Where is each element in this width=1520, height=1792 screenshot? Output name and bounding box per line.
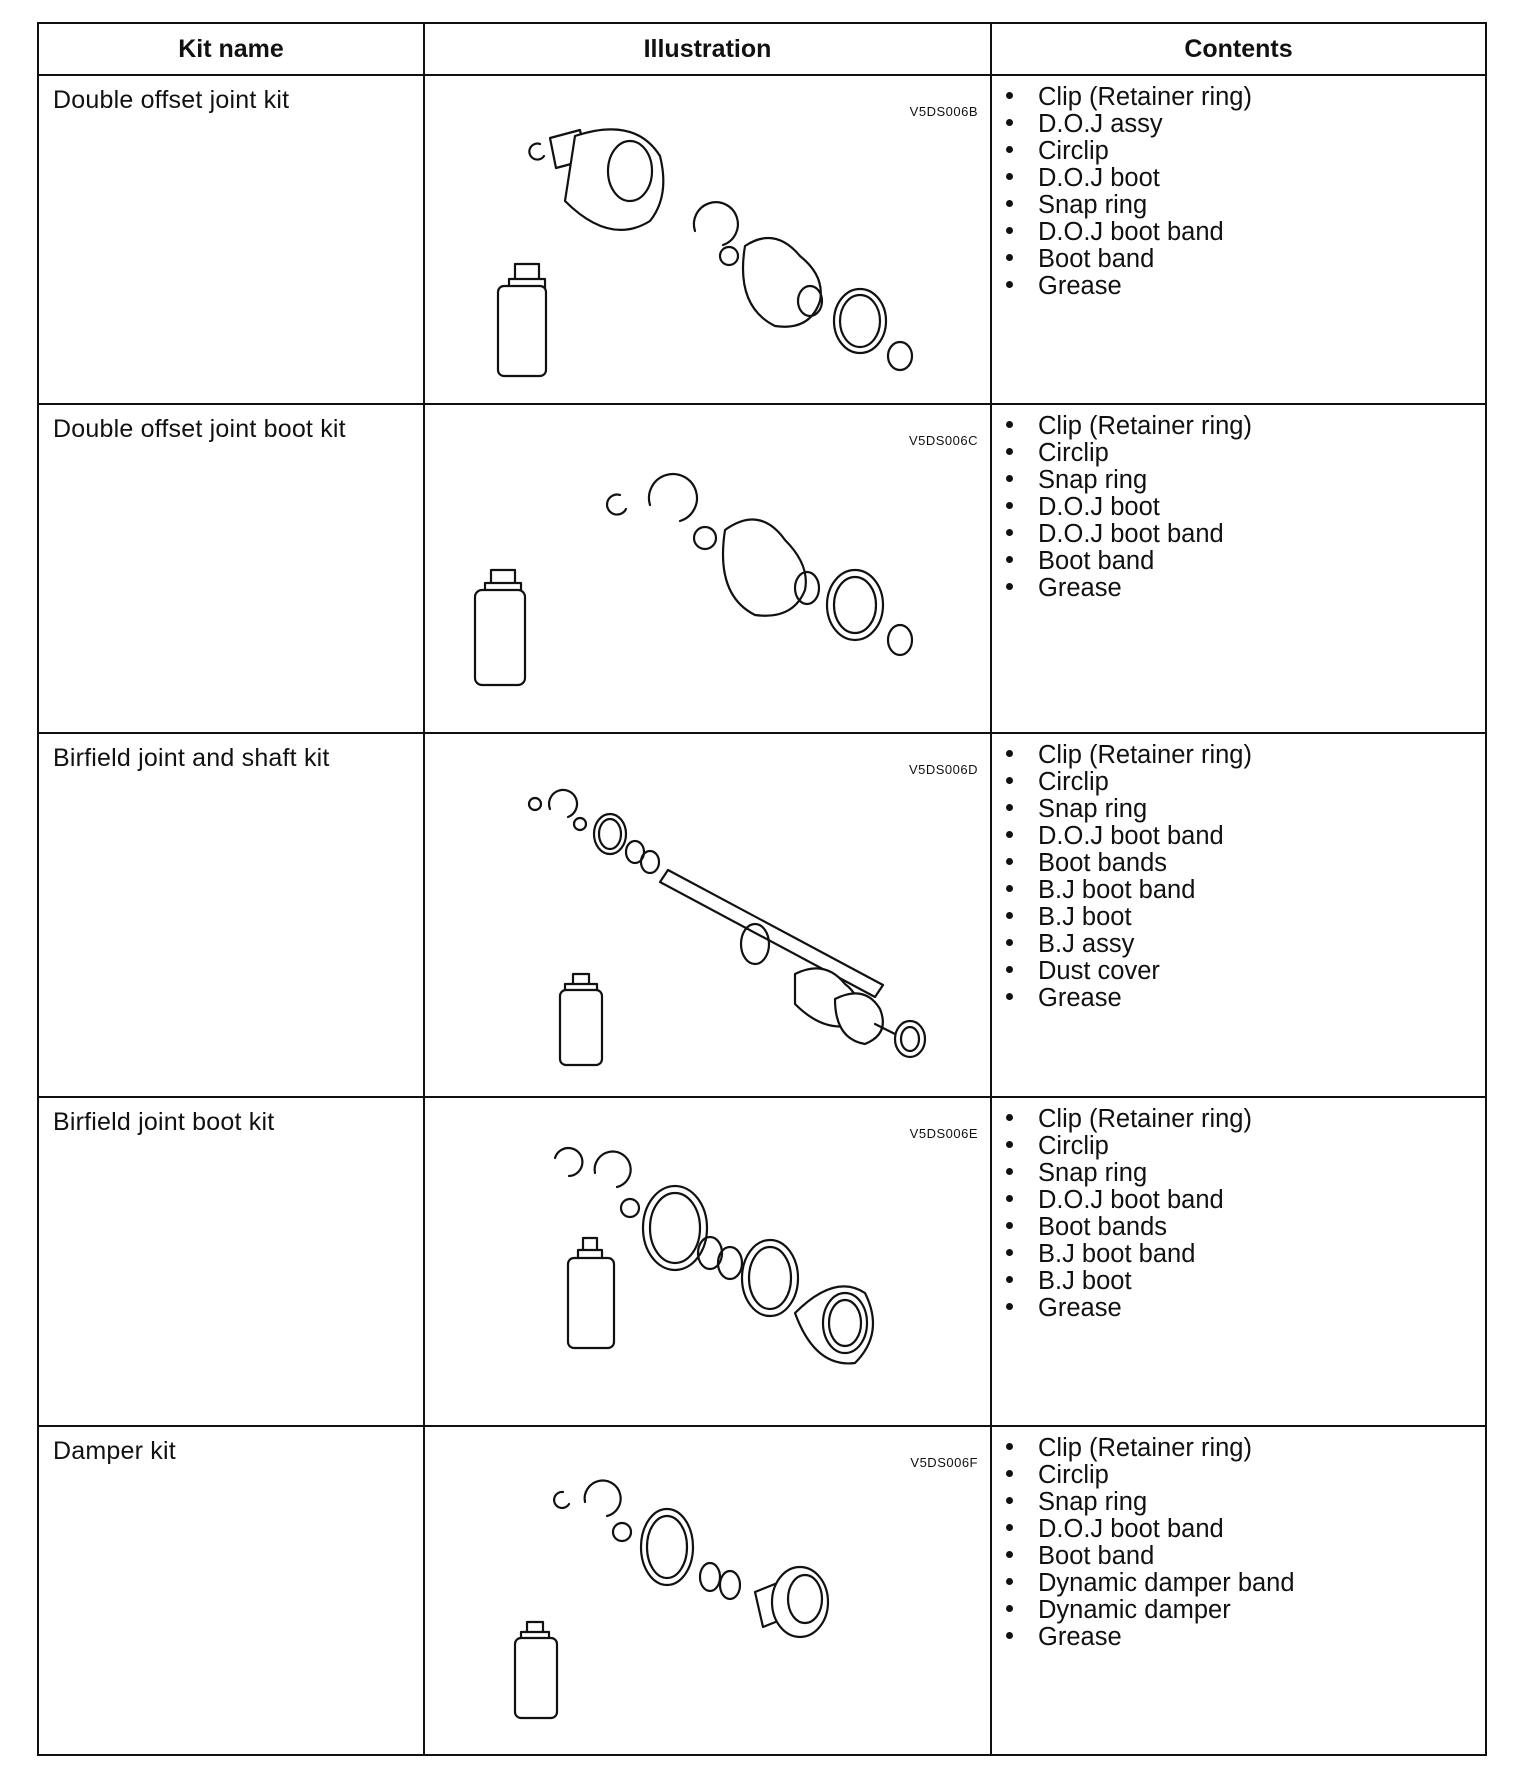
clip-icon	[555, 1148, 582, 1176]
dynamic-damper-band-icon	[720, 1571, 740, 1599]
doj-boot-band-icon	[834, 289, 886, 353]
grease-bottle-icon	[475, 570, 525, 685]
kit-name-cell	[38, 1426, 424, 1755]
figure-code: V5DS006B	[909, 104, 978, 119]
circlip-icon	[649, 474, 697, 521]
circlip-icon	[595, 1152, 631, 1187]
kit-table	[37, 22, 1487, 1756]
doj-boot-band-icon	[827, 570, 883, 640]
table-row	[38, 404, 1486, 733]
doj-assy-icon	[529, 129, 663, 230]
list-item: B.J boot band	[1006, 877, 1485, 904]
doj-kit-illustration	[425, 76, 992, 403]
shaft-icon	[660, 870, 883, 997]
bj-assy-icon	[835, 993, 895, 1044]
clip-icon	[554, 1492, 569, 1508]
illustration-cell	[424, 733, 991, 1097]
kit-name-cell	[38, 733, 424, 1097]
list-item: Snap ring	[1006, 1160, 1485, 1187]
table-row	[38, 1426, 1486, 1755]
grease-bottle-icon	[498, 264, 546, 376]
figure-code: V5DS006D	[908, 762, 978, 777]
list-item: Grease	[1006, 273, 1485, 300]
bj-boot-kit-illustration	[425, 1098, 992, 1425]
list-item: Boot bands	[1006, 850, 1485, 877]
contents-cell	[991, 404, 1486, 733]
list-item: Circlip	[1006, 1462, 1485, 1489]
list-item: Boot band	[1006, 246, 1485, 273]
contents-list	[992, 742, 1485, 1012]
grease-bottle-icon	[568, 1238, 614, 1348]
snap-ring-icon	[574, 818, 586, 830]
list-item: D.O.J boot band	[1006, 219, 1485, 246]
list-item: D.O.J assy	[1006, 111, 1485, 138]
bj-shaft-kit-illustration	[425, 734, 992, 1096]
contents-list	[992, 1435, 1485, 1651]
illustration-cell	[424, 75, 991, 404]
list-item: Snap ring	[1006, 467, 1485, 494]
list-item: Grease	[1006, 985, 1485, 1012]
illustration-cell	[424, 404, 991, 733]
list-item: Boot band	[1006, 548, 1485, 575]
list-item: Clip (Retainer ring)	[1006, 1106, 1485, 1133]
clip-icon	[529, 798, 541, 810]
list-item: B.J boot	[1006, 1268, 1485, 1295]
list-item: D.O.J boot band	[1006, 823, 1485, 850]
header-kit-name: Kit name	[38, 23, 424, 75]
bj-boot-band-icon	[742, 1240, 798, 1316]
grease-bottle-icon	[515, 1622, 557, 1718]
snap-ring-icon	[621, 1199, 639, 1217]
contents-cell	[991, 1097, 1486, 1426]
illustration-cell	[424, 1426, 991, 1755]
contents-list	[992, 1106, 1485, 1322]
figure-code: V5DS006F	[910, 1455, 978, 1470]
header-contents: Contents	[991, 23, 1486, 75]
list-item: Boot band	[1006, 1543, 1485, 1570]
list-item: B.J boot	[1006, 904, 1485, 931]
kit-name: Double offset joint kit	[53, 86, 290, 114]
list-item: Grease	[1006, 1295, 1485, 1322]
contents-cell	[991, 75, 1486, 404]
snap-ring-icon	[720, 247, 738, 265]
kit-name-cell	[38, 75, 424, 404]
doj-boot-band-icon	[594, 814, 626, 854]
list-item: Circlip	[1006, 138, 1485, 165]
circlip-icon	[585, 1481, 621, 1516]
grease-bottle-icon	[560, 974, 602, 1065]
list-item: Grease	[1006, 1624, 1485, 1651]
kit-name: Damper kit	[53, 1437, 176, 1465]
doj-boot-band-icon	[641, 1509, 693, 1585]
header-row	[38, 23, 1486, 75]
list-item: Dynamic damper	[1006, 1597, 1485, 1624]
kit-name: Birfield joint boot kit	[53, 1108, 275, 1136]
table-row	[38, 1097, 1486, 1426]
circlip-icon	[694, 202, 738, 245]
list-item: Boot bands	[1006, 1214, 1485, 1241]
list-item: Clip (Retainer ring)	[1006, 742, 1485, 769]
contents-list	[992, 84, 1485, 300]
table-row	[38, 733, 1486, 1097]
boot-band-icon	[700, 1563, 720, 1591]
list-item: Circlip	[1006, 440, 1485, 467]
list-item: Clip (Retainer ring)	[1006, 84, 1485, 111]
snap-ring-icon	[694, 527, 716, 549]
list-item: B.J boot band	[1006, 1241, 1485, 1268]
boot-band-icon	[888, 625, 912, 655]
damper-kit-illustration	[425, 1427, 992, 1754]
kit-name: Birfield joint and shaft kit	[53, 744, 330, 772]
list-item: Circlip	[1006, 1133, 1485, 1160]
kit-name-cell	[38, 1097, 424, 1426]
doj-boot-icon	[723, 520, 819, 616]
table-row	[38, 75, 1486, 404]
header-illustration: Illustration	[424, 23, 991, 75]
kit-name-cell	[38, 404, 424, 733]
figure-code: V5DS006C	[908, 433, 978, 448]
list-item: Grease	[1006, 575, 1485, 602]
dust-cover-icon	[895, 1021, 925, 1057]
contents-cell	[991, 733, 1486, 1097]
doj-boot-kit-illustration	[425, 405, 992, 732]
circlip-icon	[549, 790, 577, 817]
doj-boot-icon	[743, 238, 822, 327]
list-item: Clip (Retainer ring)	[1006, 1435, 1485, 1462]
list-item: Dynamic damper band	[1006, 1570, 1485, 1597]
list-item: B.J assy	[1006, 931, 1485, 958]
list-item: D.O.J boot band	[1006, 1187, 1485, 1214]
list-item: Snap ring	[1006, 192, 1485, 219]
bj-boot-icon	[795, 1286, 873, 1363]
list-item: Snap ring	[1006, 796, 1485, 823]
list-item: Circlip	[1006, 769, 1485, 796]
list-item: D.O.J boot band	[1006, 521, 1485, 548]
clip-icon	[607, 495, 626, 515]
list-item: D.O.J boot	[1006, 165, 1485, 192]
list-item: D.O.J boot	[1006, 494, 1485, 521]
list-item: Snap ring	[1006, 1489, 1485, 1516]
figure-code: V5DS006E	[909, 1126, 978, 1141]
illustration-cell	[424, 1097, 991, 1426]
kit-name: Double offset joint boot kit	[53, 415, 346, 443]
contents-cell	[991, 1426, 1486, 1755]
boot-band-icon	[888, 342, 912, 370]
dynamic-damper-icon	[755, 1567, 828, 1637]
list-item: Dust cover	[1006, 958, 1485, 985]
list-item: Clip (Retainer ring)	[1006, 413, 1485, 440]
contents-list	[992, 413, 1485, 602]
snap-ring-icon	[613, 1523, 631, 1541]
list-item: D.O.J boot band	[1006, 1516, 1485, 1543]
